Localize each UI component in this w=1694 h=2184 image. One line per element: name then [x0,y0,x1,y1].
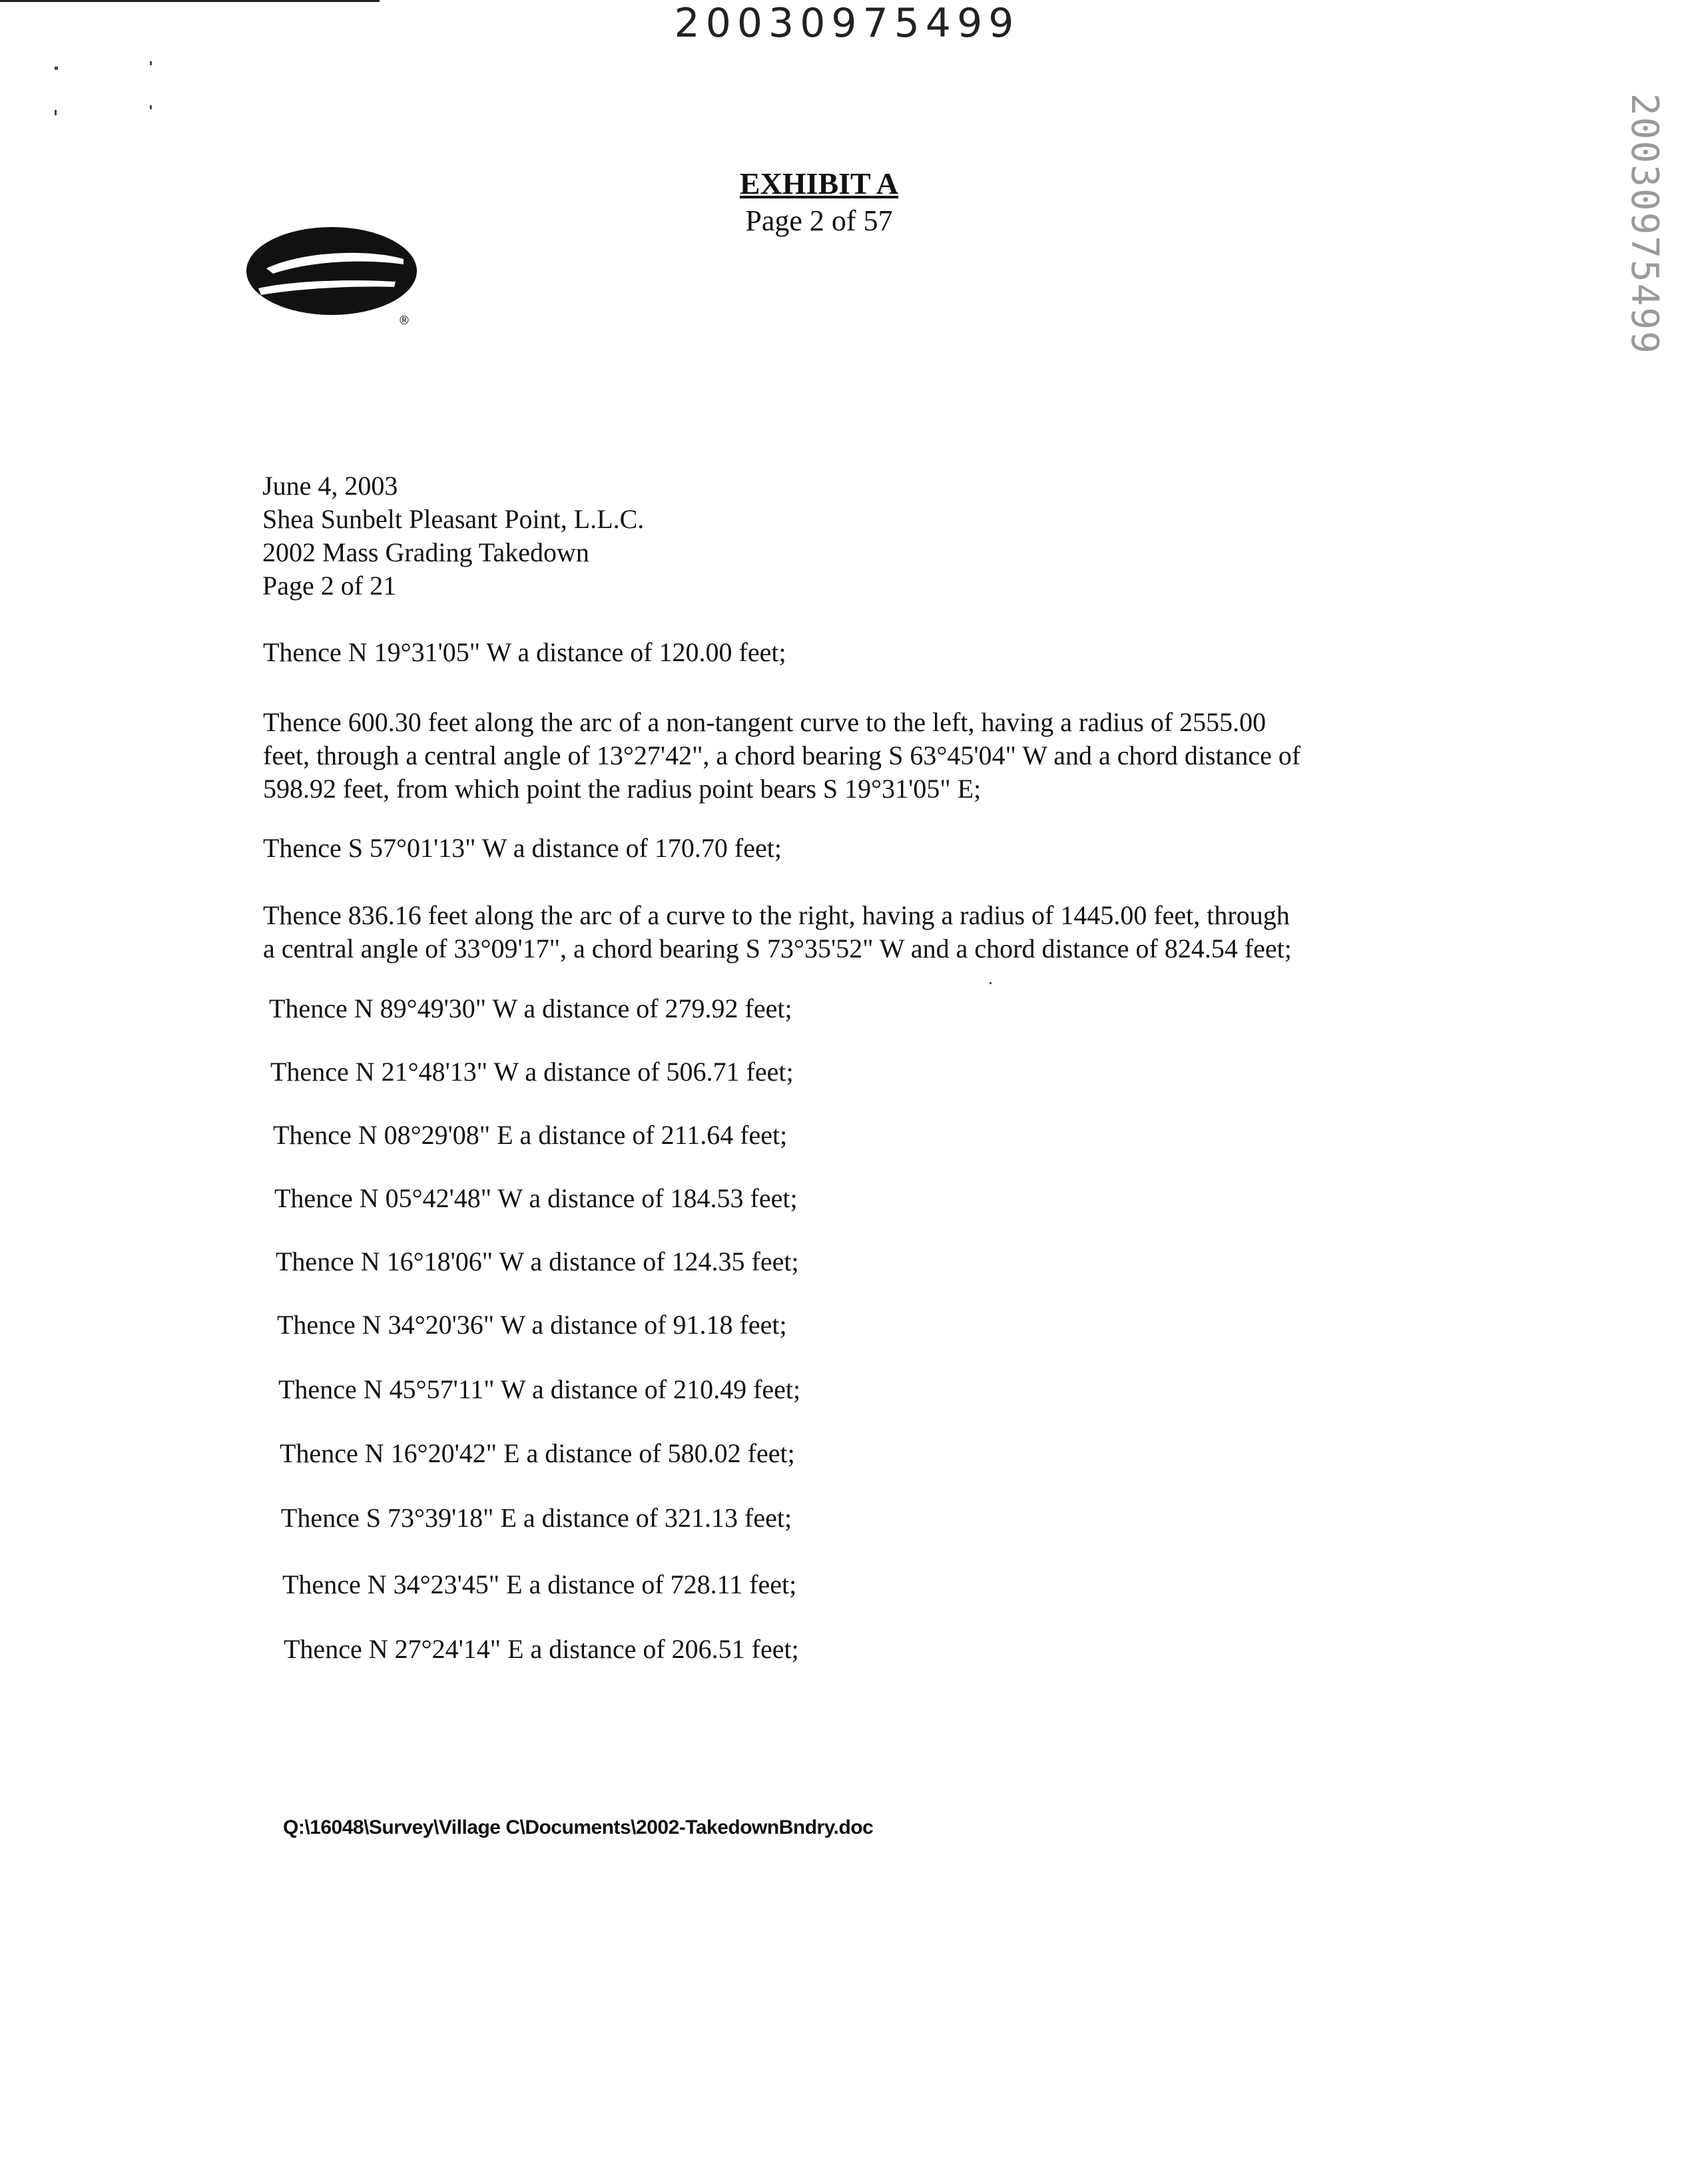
course-line: a central angle of 33°09'17", a chord bearing S 73°35'52" W and a chord distance of 824.54 feet; [263,934,1292,963]
course-paragraph [280,1437,1425,1470]
letter-header [262,469,644,603]
course-line: Thence N 08°29'08" E a distance of 211.64 feet; [273,1120,788,1150]
course-line: Thence N 34°23'45" E a distance of 728.11 feet; [282,1569,797,1599]
registered-mark: ® [398,314,410,328]
header-date: June 4, 2003 [262,471,398,501]
header-subject: 2002 Mass Grading Takedown [262,537,589,567]
course-paragraph [277,1308,1422,1342]
course-paragraph [281,1502,1426,1535]
shea-homes-s-logo-icon [246,223,433,330]
course-paragraph [263,832,1408,865]
exhibit-page: Page 2 of 57 [745,204,893,237]
course-line: Thence N 16°18'06" W a distance of 124.35 feet; [276,1246,799,1276]
course-line: Thence 836.16 feet along the arc of a curve to the right, having a radius of 1445.00 feet, through [263,900,1290,930]
course-paragraph [263,899,1408,965]
header-company: Shea Sunbelt Pleasant Point, L.L.C. [262,504,645,534]
scan-speck [150,61,152,65]
exhibit-title: EXHIBIT A [739,166,899,200]
course-line: Thence N 05°42'48" W a distance of 184.53 feet; [274,1183,798,1213]
course-paragraph [269,992,1414,1025]
course-line: Thence N 21°48'13" W a distance of 506.71 feet; [270,1057,794,1087]
course-paragraph [274,1182,1420,1215]
scan-speck [55,67,58,70]
file-path-footer: Q:\16048\Survey\Village C\Documents\2002-TakedownBndry.doc [283,1816,874,1838]
course-line: feet, through a central angle of 13°27'42", a chord bearing S 63°45'04" W and a chord distance of [263,740,1301,770]
exhibit-heading [666,165,972,240]
course-line: 598.92 feet, from which point the radius point bears S 19°31'05" E; [263,774,982,804]
course-line: Thence N 19°31'05" W a distance of 120.00 feet; [263,637,786,667]
course-paragraph [278,1373,1424,1406]
course-line: Thence N 89°49'30" W a distance of 279.92 feet; [269,993,792,1023]
course-paragraph [263,706,1408,806]
course-paragraph [273,1119,1418,1152]
course-paragraph [284,1633,1429,1666]
scan-speck [989,982,991,984]
scan-speck [55,110,57,115]
course-line: Thence 600.30 feet along the arc of a non-tangent curve to the left, having a radius of 2555.00 [263,707,1267,737]
course-line: Thence N 16°20'42" E a distance of 580.02 feet; [280,1438,795,1468]
side-stamp: 20030975499 [1623,93,1666,355]
course-paragraph [263,636,1408,669]
course-paragraph [270,1055,1416,1089]
scan-speck [150,105,152,109]
course-paragraph [276,1245,1421,1278]
course-line: Thence S 73°39'18" E a distance of 321.13 feet; [281,1503,792,1533]
course-line: Thence N 45°57'11" W a distance of 210.49 feet; [278,1374,801,1404]
course-line: Thence N 34°20'36" W a distance of 91.18 feet; [277,1310,787,1340]
document-number: 20030975499 [674,0,1020,47]
header-page: Page 2 of 21 [262,571,397,601]
course-line: Thence N 27°24'14" E a distance of 206.51 feet; [284,1634,799,1664]
course-paragraph [282,1568,1428,1601]
course-line: Thence S 57°01'13" W a distance of 170.70 feet; [263,833,782,863]
